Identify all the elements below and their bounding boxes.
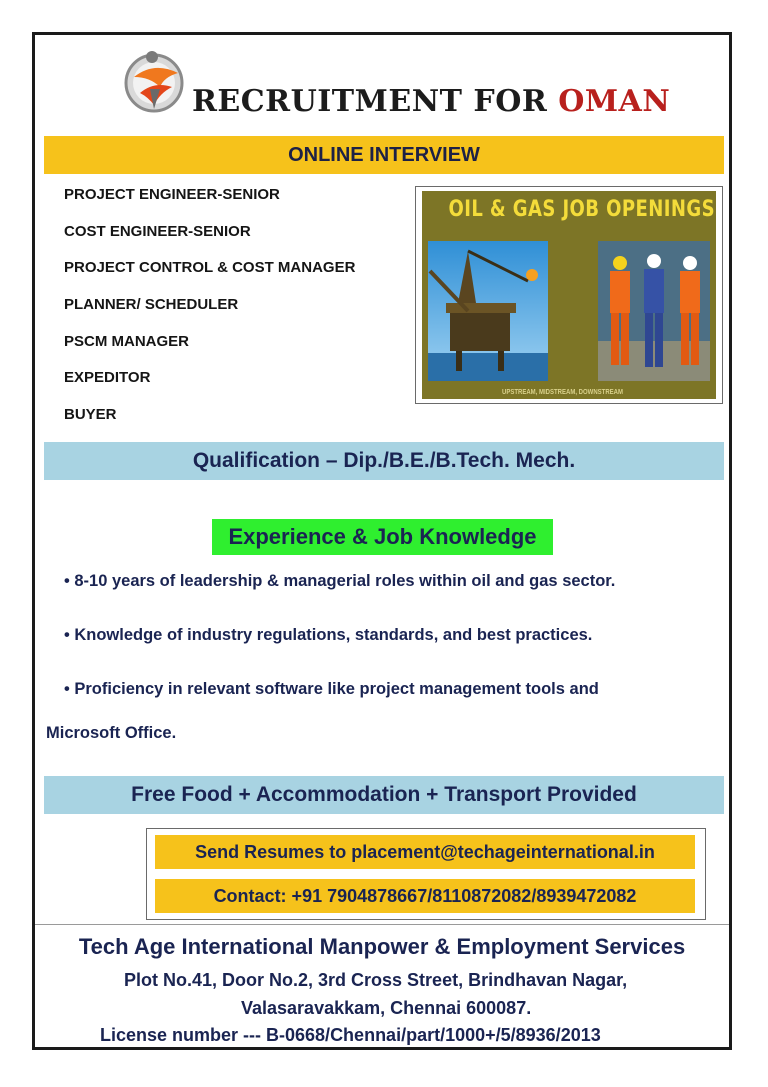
list-item: PROJECT ENGINEER-SENIOR <box>64 186 280 203</box>
offshore-rig-picture <box>428 241 548 381</box>
list-item: EXPEDITOR <box>64 369 151 387</box>
list-item: COST ENGINEER-SENIOR <box>64 222 251 240</box>
experience-bullet: • Knowledge of industry regulations, standards, and best practices. <box>64 626 593 644</box>
workers-picture <box>598 241 710 381</box>
online-interview-banner: ONLINE INTERVIEW <box>44 136 724 174</box>
address-line-2: Valasaravakkam, Chennai 600087. <box>241 998 532 1018</box>
list-item: PROJECT CONTROL & COST MANAGER <box>64 259 356 277</box>
list-item: PSCM MANAGER <box>64 332 190 350</box>
oil-gas-promo-image <box>415 186 723 404</box>
send-resumes-label: Send Resumes to placement@techageinternational.in <box>155 835 695 869</box>
experience-heading: Experience & Job Knowledge <box>212 519 553 555</box>
experience-bullet: • 8-10 years of leadership & managerial roles within oil and gas sector. <box>64 572 616 590</box>
promo-image-panel <box>422 191 716 399</box>
footer-divider <box>35 924 729 925</box>
promo-caption: UPSTREAM, MIDSTREAM, DOWNSTREAM <box>502 387 623 396</box>
position-list <box>64 184 355 441</box>
title-main: RECRUITMENT FOR <box>192 84 559 119</box>
experience-bullet: • Proficiency in relevant software like project management tools and <box>64 680 599 698</box>
qualification-banner: Qualification – Dip./B.E./B.Tech. Mech. <box>44 442 724 480</box>
address-line-1: Plot No.41, Door No.2, 3rd Cross Street, Brindhavan Nagar, <box>124 970 628 990</box>
list-item: PLANNER/ SCHEDULER <box>64 296 239 314</box>
page-title <box>192 84 670 119</box>
experience-bullet-continuation: Microsoft Office. <box>46 724 177 742</box>
contact-phone-label: Contact: +91 7904878667/8110872082/8939472082 <box>155 879 695 913</box>
list-item: BUYER <box>64 406 117 424</box>
license-number: License number --- B-0668/Chennai/part/1000+/5/8936/2013 <box>100 1025 601 1045</box>
benefits-banner: Free Food + Accommodation + Transport Provided <box>44 776 724 814</box>
company-logo-icon <box>120 47 190 113</box>
company-name: Tech Age International Manpower & Employment Services <box>78 934 686 959</box>
title-accent: OMAN <box>558 84 671 119</box>
promo-headline: OIL & GAS JOB OPENINGS <box>448 197 716 222</box>
contact-box <box>146 828 706 920</box>
